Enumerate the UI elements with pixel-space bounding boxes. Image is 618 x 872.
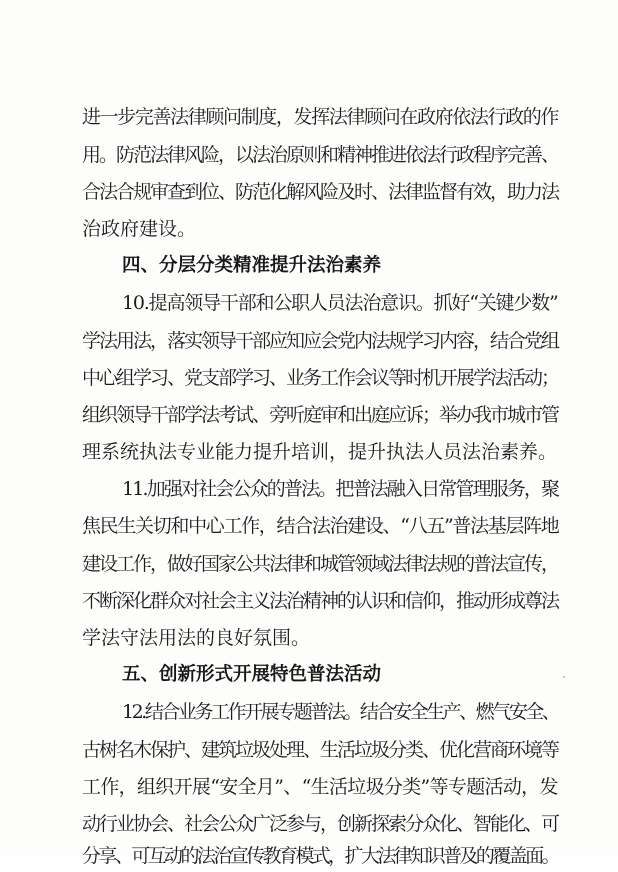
- item-12-line: 分享、可互动的法治宣传教育模式，扩大法律知识普及的覆盖面。: [82, 845, 558, 867]
- section-heading-5: 五、创新形式开展特色普法活动: [122, 664, 382, 685]
- paragraph-line: 进一步完善法律顾问制度，发挥法律顾问在政府依法行政的作: [82, 106, 559, 128]
- paragraph-line: 用。防范法律风险，以法治原则和精神推进依法行政程序完善、: [82, 144, 559, 166]
- item-11-line: 焦民生关切和中心工作，结合法治建设、“八五”普法基层阵地: [82, 515, 559, 537]
- item-12-line: 工作，组织开展“安全月”、“生活垃圾分类”等专题活动，发: [82, 776, 558, 798]
- item-11-line: 建设工作，做好国家公共法律和城管领域法律法规的普法宣传，: [82, 553, 559, 575]
- item-10-line: 理系统执法专业能力提升培训，提升执法人员法治素养。: [82, 441, 558, 463]
- section-heading-4: 四、分层分类精准提升法治素养: [122, 255, 382, 276]
- item-12-line: 古树名木保护、建筑垃圾处理、生活垃圾分类、优化营商环境等: [82, 739, 559, 761]
- item-11-line: 不断深化群众对社会主义法治精神的认识和信仰，推动形成尊法: [82, 590, 559, 612]
- item-10-line: 中心组学习、党支部学习、业务工作会议等时机开展学法活动；: [82, 367, 559, 389]
- paragraph-line: 治政府建设。: [82, 218, 197, 240]
- scan-speck: [563, 676, 565, 678]
- item-11-line: 11.加强对社会公众的普法。把普法融入日常管理服务，聚: [122, 478, 559, 500]
- item-12-line: 12.结合业务工作开展专题普法。结合安全生产、燃气安全、: [122, 701, 559, 723]
- paragraph-line: 合法合规审查到位、防范化解风险及时、法律监督有效，助力法: [82, 181, 559, 203]
- item-12-line: 动行业协会、社会公众广泛参与，创新探索分众化、智能化、可: [82, 813, 559, 835]
- item-10-line: 学法用法，落实领导干部应知应会党内法规学习内容，结合党组: [82, 330, 559, 352]
- item-10-line: 10.提高领导干部和公职人员法治意识。抓好“关键少数”: [122, 292, 558, 314]
- item-10-line: 组织领导干部学法考试、旁听庭审和出庭应诉；举办我市城市管: [82, 404, 559, 426]
- item-11-line: 学法守法用法的良好氛围。: [82, 627, 311, 649]
